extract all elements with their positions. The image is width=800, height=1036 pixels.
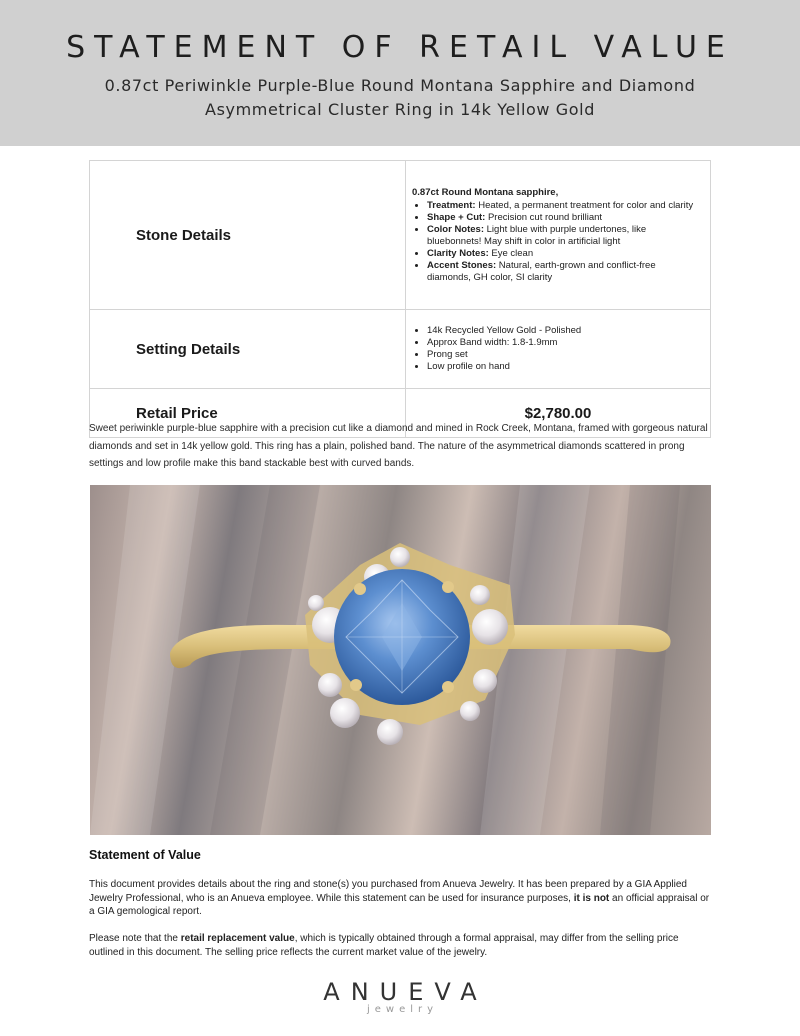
list-item-value: Precision cut round brilliant [485, 211, 603, 223]
list-item [427, 248, 702, 260]
statement-title: Statement of Value [89, 848, 201, 862]
setting-details-content [406, 310, 711, 389]
details-table [89, 160, 711, 438]
ring-photo [90, 485, 711, 835]
accent-diamond [470, 585, 490, 605]
stone-heading: 0.87ct Round Montana sapphire, [412, 186, 559, 198]
accent-diamond [318, 673, 342, 697]
list-item: • Low profile on hand [427, 361, 702, 373]
statement-paragraph-1 [89, 878, 714, 919]
stone-details-row [90, 161, 711, 310]
statement-text: , which is typically obtained through a formal appraisal, may differ from the selling price outlined in this document. The selling price reflects the current market value of the jewelry. [89, 933, 679, 958]
accent-diamond [472, 609, 508, 645]
list-item-key: Treatment: [427, 199, 476, 211]
list-item-value: Natural, earth-grown and conflict-free diamonds, GH color, SI clarity [427, 259, 656, 283]
statement-emphasis: retail replacement value [180, 933, 295, 944]
statement-text: Please note that the [89, 933, 181, 944]
list-item-key: Accent Stones: [427, 259, 497, 271]
list-item: • Prong set [427, 349, 702, 361]
ring-illustration [90, 485, 711, 835]
product-description: Sweet periwinkle purple-blue sapphire with a precision cut like a diamond and mined in Rock Creek, Montana, framed with gorgeous natural diamonds and set in 14k yellow gold. This ring has a plain, polished band. The nature of the asymmetrical diamonds scattered in prong settings and low profile make this band stackable best with curved bands. [89, 423, 708, 469]
logo-subtext: jewelry [366, 1004, 439, 1015]
accent-diamond [330, 698, 360, 728]
accent-diamond [460, 701, 480, 721]
list-item: • 14k Recycled Yellow Gold - Polished [427, 325, 702, 337]
list-item [427, 200, 702, 212]
list-item-value: Light blue with purple undertones, like bluebonnets! May shift in color in artificial light [427, 223, 647, 247]
list-item [427, 224, 702, 248]
statement-paragraph-2 [89, 932, 714, 959]
stone-details-content [406, 161, 711, 310]
list-item-key: Shape + Cut: [427, 211, 486, 223]
list-item-key: Color Notes: [427, 223, 484, 235]
document-title: STATEMENT OF RETAIL VALUE [66, 30, 734, 65]
setting-details-list [412, 325, 702, 373]
logo-wordmark: ANUEVA [323, 978, 488, 1006]
stone-details-label: Stone Details [90, 161, 406, 310]
list-item [427, 260, 702, 284]
retail-price-value: $2,780.00 [406, 389, 711, 438]
accent-diamond [377, 719, 403, 745]
product-subtitle: 0.87ct Periwinkle Purple-Blue Round Montana Sapphire and Diamond Asymmetrical Cluster Ring in 14k Yellow Gold [104, 76, 696, 119]
list-item-key: Clarity Notes: [427, 247, 489, 259]
retail-price-label: Retail Price [90, 389, 406, 438]
statement-text: This document provides details about the ring and stone(s) you purchased from Anueva Jewelry. It has been prepared by a GIA Applied Jewelry Professional, who is an Anueva employee. While this statement can be used for insurance purposes, [89, 879, 687, 904]
stone-details-list [412, 200, 702, 284]
accent-diamond [390, 547, 410, 567]
setting-details-row [90, 310, 711, 389]
statement-text: an official appraisal or a GIA gemological report. [89, 892, 710, 917]
setting-details-label: Setting Details [90, 310, 406, 389]
accent-diamond [308, 595, 324, 611]
accent-diamond [473, 669, 497, 693]
list-item-value: Eye clean [488, 247, 534, 259]
anueva-logo [0, 978, 800, 1015]
list-item [427, 212, 702, 224]
statement-emphasis: it is not [573, 892, 610, 904]
list-item-value: Heated, a permanent treatment for color and clarity [475, 199, 694, 211]
list-item: • Approx Band width: 1.8-1.9mm [427, 337, 702, 349]
header-banner [0, 0, 800, 146]
